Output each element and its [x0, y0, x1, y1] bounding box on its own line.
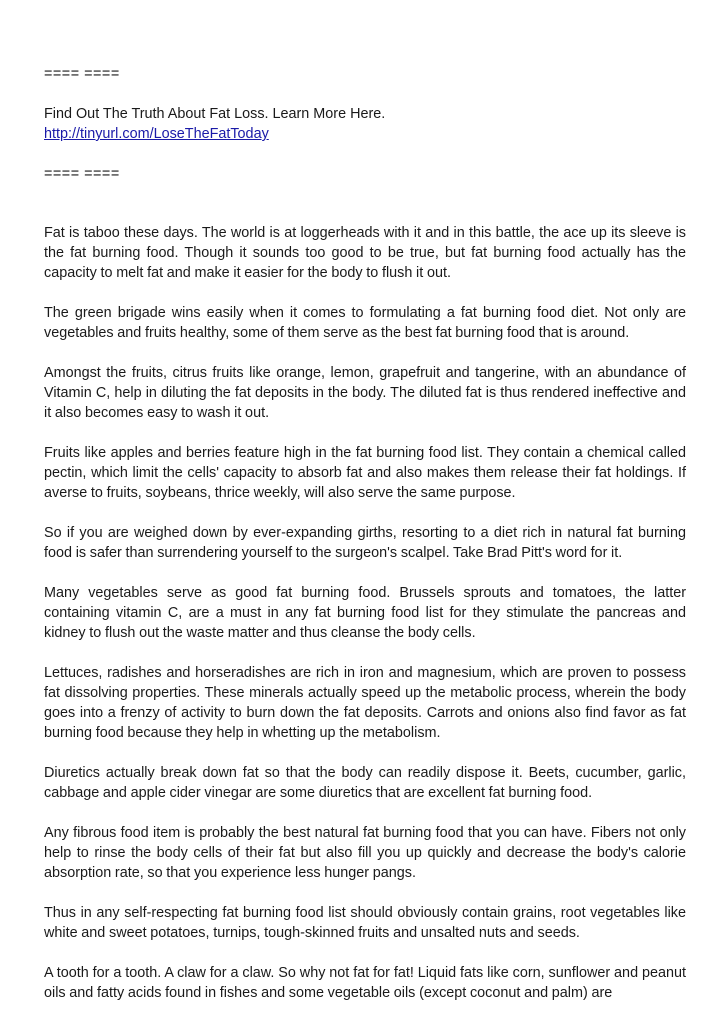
paragraph: Any fibrous food item is probably the best natural fat burning food that you can have. Fibers not only help to rinse the body cells of their fat but also fill you up quickly and decrease the body's calorie absorption rate, so that you experience less hunger pangs. [44, 825, 686, 881]
paragraph: Amongst the fruits, citrus fruits like orange, lemon, grapefruit and tangerine, with an abundance of Vitamin C, help in diluting the fat deposits in the body. The diluted fat is thus rendered ineffective and it also becomes easy to wash it out. [44, 365, 686, 421]
paragraph: Lettuces, radishes and horseradishes are rich in iron and magnesium, which are proven to possess fat dissolving properties. These minerals actually speed up the metabolic process, wherein the body goes into a frenzy of activity to burn down the fat deposits. Carrots and onions also find favor as fat burning food because they help in whetting up the metabolism. [44, 665, 686, 741]
document-page [44, 64, 686, 1023]
promo-link[interactable]: http://tinyurl.com/LoseTheFatToday [44, 126, 269, 142]
paragraph: Diuretics actually break down fat so that the body can readily dispose it. Beets, cucumber, garlic, cabbage and apple cider vinegar are some diuretics that are excellent fat burning food. [44, 765, 686, 801]
paragraph: So if you are weighed down by ever-expanding girths, resorting to a diet rich in natural fat burning food is safer than surrendering yourself to the surgeon's scalpel. Take Brad Pitt's word for it. [44, 525, 686, 561]
promo-text: Find Out The Truth About Fat Loss. Learn More Here. [44, 106, 386, 122]
paragraph: Many vegetables serve as good fat burning food. Brussels sprouts and tomatoes, the latter containing vitamin C, are a must in any fat burning food list for they stimulate the pancreas and kidney to flush out the waste matter and thus cleanse the body cells. [44, 585, 686, 641]
article-body [44, 223, 686, 1003]
divider-bottom: ==== ==== [44, 166, 120, 182]
paragraph: Fat is taboo these days. The world is at loggerheads with it and in this battle, the ace up its sleeve is the fat burning food. Though it sounds too good to be true, but fat burning food actually has the capacity to melt fat and make it easier for the body to flush it out. [44, 225, 686, 281]
promo-block [44, 104, 686, 144]
divider-top: ==== ==== [44, 66, 120, 82]
paragraph: A tooth for a tooth. A claw for a claw. So why not fat for fat! Liquid fats like corn, sunflower and peanut oils and fatty acids found in fishes and some vegetable oils (except coconut and palm) are [44, 965, 686, 1001]
paragraph: The green brigade wins easily when it comes to formulating a fat burning food diet. Not only are vegetables and fruits healthy, some of them serve as the best fat burning food that is around. [44, 305, 686, 341]
paragraph: Thus in any self-respecting fat burning food list should obviously contain grains, root vegetables like white and sweet potatoes, turnips, tough-skinned fruits and unsalted nuts and seeds. [44, 905, 686, 941]
paragraph: Fruits like apples and berries feature high in the fat burning food list. They contain a chemical called pectin, which limit the cells' capacity to absorb fat and also makes them release their fat holdings. If averse to fruits, soybeans, thrice weekly, will also serve the same purpose. [44, 445, 686, 501]
